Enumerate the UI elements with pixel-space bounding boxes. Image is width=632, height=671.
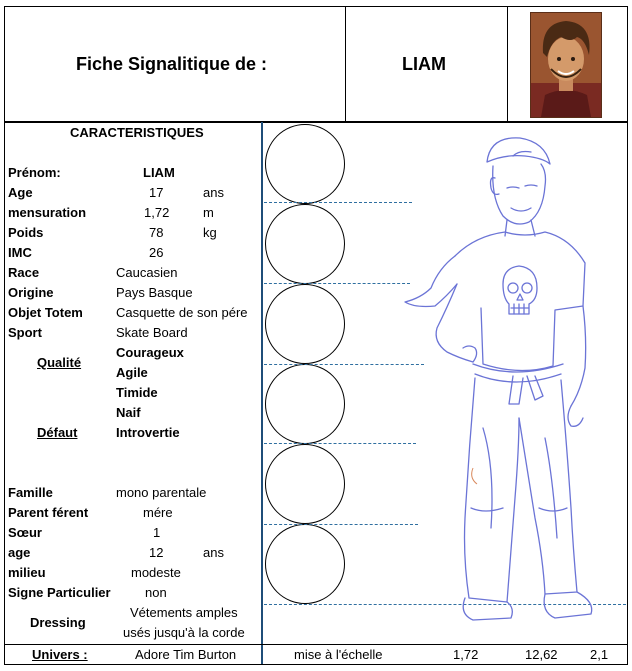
row-totem	[0, 303, 260, 323]
portrait-circle-3	[265, 284, 345, 364]
row-mensuration	[0, 203, 260, 223]
poids-label: Poids	[8, 225, 44, 240]
qualite-2: Agile	[116, 365, 148, 380]
dressing-line-2: usés jusqu'à la corde	[123, 625, 245, 640]
prenom-label: Prénom:	[8, 165, 61, 180]
portrait-circle-5	[265, 444, 345, 524]
scale-label: mise à l'échelle	[294, 647, 383, 662]
signe-value: non	[145, 585, 167, 600]
scale-value-2: 12,62	[525, 647, 558, 662]
row-sport	[0, 323, 260, 343]
row-origine	[0, 283, 260, 303]
totem-value: Casquette de son pére	[116, 305, 248, 320]
origine-label: Origine	[8, 285, 54, 300]
portrait-image	[530, 12, 602, 118]
age-unit: ans	[203, 185, 224, 200]
portrait-circle-1	[265, 124, 345, 204]
qualite-label: Qualité	[37, 355, 82, 370]
characteristics-heading: CARACTERISTIQUES	[70, 125, 204, 140]
scale-guide-2	[264, 283, 410, 284]
character-name: LIAM	[402, 54, 446, 74]
row-soeur-age	[0, 543, 260, 563]
qualite-1: Courageux	[116, 345, 184, 360]
dressing-label: Dressing	[30, 615, 86, 630]
row-signe	[0, 583, 260, 603]
row-soeur	[0, 523, 260, 543]
dressing-line-1: Vétements amples	[130, 605, 238, 620]
age-value: 17	[149, 185, 164, 200]
origine-value: Pays Basque	[116, 285, 193, 300]
header-sep-2	[507, 6, 508, 122]
row-imc	[0, 243, 260, 263]
poids-value: 78	[149, 225, 164, 240]
race-label: Race	[8, 265, 40, 280]
prenom-value: LIAM	[143, 165, 175, 180]
milieu-value: modeste	[131, 565, 181, 580]
row-race	[0, 263, 260, 283]
row-prenom	[0, 163, 260, 183]
milieu-label: milieu	[8, 565, 46, 580]
poids-unit: kg	[203, 225, 217, 240]
qualite-4: Naif	[116, 405, 141, 420]
portrait-circle-2	[265, 204, 345, 284]
portrait-circle-6	[265, 524, 345, 604]
row-poids	[0, 223, 260, 243]
mensuration-unit: m	[203, 205, 214, 220]
header-sep-1	[345, 6, 346, 122]
row-age	[0, 183, 260, 203]
sport-value: Skate Board	[116, 325, 188, 340]
scale-value-3: 2,1	[590, 647, 609, 662]
famille-value: mono parentale	[116, 485, 207, 500]
row-famille	[0, 483, 260, 503]
univers-value: Adore Tim Burton	[135, 647, 237, 662]
scale-value-1: 1,72	[453, 647, 479, 662]
soeur-age-value: 12	[149, 545, 164, 560]
parent-label: Parent férent	[8, 505, 89, 520]
defaut-value: Introvertie	[116, 425, 180, 440]
column-divider	[261, 122, 263, 664]
age-label: Age	[8, 185, 33, 200]
parent-value: mére	[143, 505, 173, 520]
univers-label: Univers :	[32, 647, 88, 662]
row-milieu	[0, 563, 260, 583]
imc-label: IMC	[8, 245, 32, 260]
famille-label: Famille	[8, 485, 53, 500]
totem-label: Objet Totem	[8, 305, 83, 320]
soeur-age-label: age	[8, 545, 31, 560]
soeur-value: 1	[153, 525, 161, 540]
mensuration-value: 1,72	[144, 205, 170, 220]
soeur-label: Sœur	[8, 525, 42, 540]
soeur-age-unit: ans	[203, 545, 224, 560]
qualite-3: Timide	[116, 385, 158, 400]
scale-guide-4	[264, 443, 416, 444]
imc-value: 26	[149, 245, 164, 260]
race-value: Caucasien	[116, 265, 178, 280]
sheet-title: Fiche Signalitique de :	[76, 54, 268, 74]
signe-label: Signe Particulier	[8, 585, 111, 600]
sport-label: Sport	[8, 325, 42, 340]
scale-guide-1	[264, 202, 412, 203]
defaut-label: Défaut	[37, 425, 78, 440]
frame-top	[4, 6, 628, 7]
frame-right	[627, 6, 628, 665]
character-sketch	[395, 128, 605, 628]
row-parent	[0, 503, 260, 523]
portrait-circle-4	[265, 364, 345, 444]
mensuration-label: mensuration	[8, 205, 87, 220]
